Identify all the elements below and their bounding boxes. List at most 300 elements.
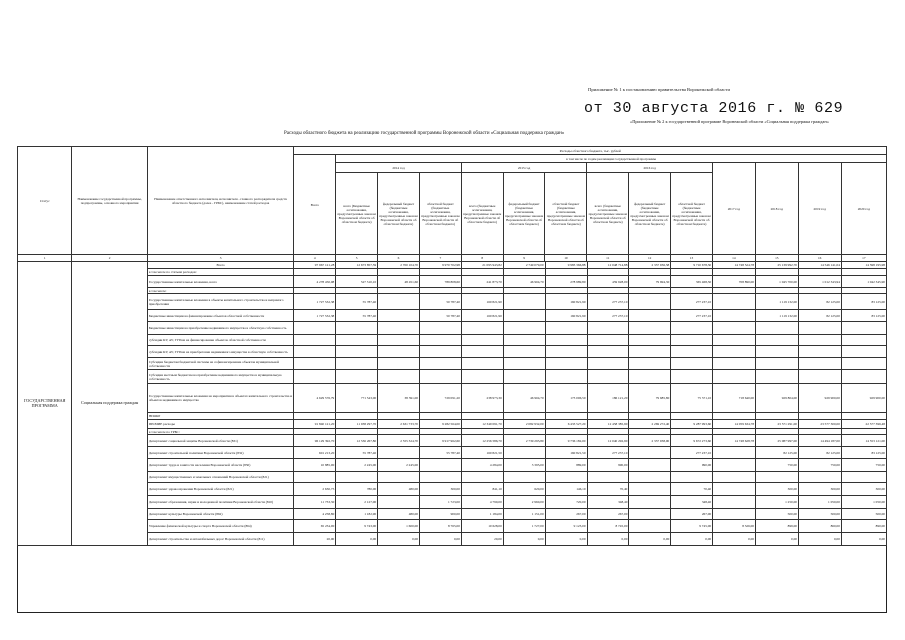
value-cell: 9 743,00 [336,520,378,533]
value-cell: 65 234,00 [294,520,336,533]
value-cell: 4 790,00 [461,496,503,509]
value-cell [378,322,420,335]
value-cell [378,447,420,459]
value-cell [294,472,336,483]
value-cell [713,335,756,346]
value-cell: 990,00 [671,459,713,472]
value-cell [503,413,545,420]
table-row [18,294,887,310]
value-cell: 0,00 [756,533,799,546]
value-cell [629,335,671,346]
value-cell: 601 213,20 [294,447,336,459]
year-2020-header: 2020 год [841,163,886,255]
value-cell: 789 808,60 [420,276,462,288]
value-cell [629,310,671,322]
value-cell: 780,00 [336,483,378,496]
value-cell: 480,00 [378,483,420,496]
value-cell: 277 237,10 [671,447,713,459]
value-cell: 300,00 [798,483,841,496]
value-cell: 889,00 [545,459,587,472]
value-cell [713,413,756,420]
table-row [18,262,887,269]
value-cell: 2 337 938,00 [629,435,671,447]
value-cell: 1 012 343,94 [798,276,841,288]
row-label: Департамент строительства и автомобильных дорог Воронежской области (811) [147,533,294,546]
value-cell [587,335,629,346]
row-label: Бюджетные инвестиции на финансирование объектов областной собственности [147,310,294,322]
value-cell [545,370,587,384]
value-cell: 277 237,10 [671,294,713,310]
value-cell: 348,40 [587,496,629,509]
value-cell: 14 598 195,98 [841,262,886,269]
value-cell [671,472,713,483]
value-cell [420,413,462,420]
value-cell: 0,00 [545,533,587,546]
value-cell: 12 673 857,59 [336,262,378,269]
value-cell [420,269,462,276]
value-cell: 25 139 992,70 [756,262,799,269]
year-2014-header: 2014 год [336,163,462,173]
table-row [18,335,887,346]
value-cell: 96 129 392,70 [294,435,336,447]
col-2014-fed: федеральный бюджет (бюджетные ассигнования, предусмотренные законом Воронежской области об областном бюджете) [378,173,420,255]
value-cell [841,413,886,420]
year-2019-header: 2019 год [798,163,841,255]
value-cell: 2 555 324,70 [378,435,420,447]
value-cell [798,269,841,276]
value-cell: 2 749 079,00 [503,262,545,269]
value-cell: 14 553 121,00 [841,435,886,447]
row-label: НИОКР [147,413,294,420]
value-cell [841,358,886,370]
value-cell [503,346,545,358]
value-cell: 55 787,40 [336,294,378,310]
value-cell: 186 121,20 [587,384,629,413]
value-cell [629,370,671,384]
table-row [18,472,887,483]
value-cell [587,322,629,335]
value-cell: 9 672 273,60 [671,435,713,447]
value-cell: 0,00 [671,533,713,546]
column-number: 2 [72,255,147,262]
value-cell [587,472,629,483]
value-cell [671,269,713,276]
value-cell [503,370,545,384]
data-table [17,261,887,546]
value-cell: 890,00 [841,520,886,533]
value-cell [461,370,503,384]
col-rbs-header: Наименование ответственного исполнителя, исполнителя - главного распорядителя средств областного бюджета (далее - ГРБС), наименование статей расходов [147,147,294,255]
row-label: Департамент строительной политики Воронежской области (832) [147,447,294,459]
table-row [18,520,887,533]
table-row [18,496,887,509]
value-cell: 1 119 132,00 [756,310,799,322]
value-cell [461,358,503,370]
value-cell: 70,40 [671,483,713,496]
value-cell: 79 685,80 [629,384,671,413]
value-cell: 348,40 [671,496,713,509]
value-cell: 1 045 700,00 [756,276,799,288]
value-cell [545,269,587,276]
value-cell: 146,10 [545,483,587,496]
column-number: 3 [147,255,294,262]
value-cell: 14 748 628,78 [713,435,756,447]
value-cell: 55 787,40 [336,310,378,322]
value-cell [378,294,420,310]
value-cell: 160 821,90 [545,310,587,322]
value-cell [713,310,756,322]
value-cell [713,322,756,335]
row-label: Всего [147,262,294,269]
value-cell [503,294,545,310]
value-cell: 708 890,00 [713,276,756,288]
value-cell [713,358,756,370]
value-cell [336,269,378,276]
table-row [18,358,887,370]
table-row [18,346,887,358]
value-cell: 38 391,00 [378,384,420,413]
value-cell [798,335,841,346]
value-cell [756,335,799,346]
value-cell: 25 087 997,00 [756,435,799,447]
value-cell: 1 050,00 [841,496,886,509]
value-cell [671,358,713,370]
row-label: субсидии КУ, АУ, ГУПам на приобретение недвижимого имущества в областную собственность [147,346,294,358]
col-status-header: Статус [18,147,72,255]
value-cell [294,358,336,370]
value-cell: 0,00 [841,533,886,546]
value-cell [461,269,503,276]
value-cell: 929 804,00 [756,384,799,413]
value-cell: 480,00 [378,509,420,520]
value-cell: 0,00 [503,533,545,546]
value-cell: 55 787,40 [336,447,378,459]
value-cell: 500,00 [756,509,799,520]
value-cell: 1 727 532,38 [294,294,336,310]
value-cell [756,269,799,276]
column-number: 8 [461,255,503,262]
value-cell: 10 885,00 [294,459,336,472]
value-cell: 1 727 532,38 [294,310,336,322]
col-2015-all: всего (бюджетные ассигнования, предусмотренные законом Воронежской области об областном бюджете) [461,173,503,255]
value-cell [629,447,671,459]
value-cell: 1 250,00 [756,496,799,509]
value-cell: 750,00 [756,459,799,472]
by-years-caption: в том числе по годам реализации государственной программы [336,155,887,163]
value-cell: 4 629 576,79 [294,384,336,413]
value-cell: 50 787,40 [420,294,462,310]
value-cell [841,335,886,346]
value-cell: 277 237,10 [671,310,713,322]
value-cell [756,472,799,483]
value-cell [420,322,462,335]
value-cell [378,413,420,420]
column-number: 12 [629,255,671,262]
value-cell: 55 787,40 [420,447,462,459]
value-cell [503,335,545,346]
table-row [18,447,887,459]
value-cell: 277 237,10 [587,447,629,459]
row-label: Государственные капитальные вложения в объекты капитального строительства и непрямого приобретения [147,294,294,310]
value-cell: 620,00 [503,483,545,496]
year-2017-header: 2017 год [712,163,755,255]
value-cell [420,346,462,358]
row-label: в том числе по статьям расходов: [147,269,294,276]
value-cell [629,459,671,472]
row-label: в том числе по ГРБС: [147,429,294,435]
value-cell: 500,00 [798,509,841,520]
value-cell: 82 125,00 [798,447,841,459]
value-cell: 718 640,00 [713,384,756,413]
value-cell [378,472,420,483]
value-cell: 1 151,00 [503,509,545,520]
value-cell: 4 284,00 [461,459,503,472]
row-label: Бюджетные инвестиции на приобретение недвижимого имущества в областную собственность [147,322,294,335]
column-number: 5 [336,255,378,262]
value-cell: 4 258,80 [294,509,336,520]
value-cell [629,269,671,276]
value-cell [671,346,713,358]
value-cell [841,269,886,276]
value-cell: 10 628,00 [461,520,503,533]
table-row [18,459,887,472]
value-cell [336,346,378,358]
value-cell: 8 326,00 [713,520,756,533]
value-cell [545,358,587,370]
value-cell: 1 600,00 [378,520,420,533]
value-cell: 277 237,10 [587,310,629,322]
value-cell [294,322,336,335]
value-cell [378,346,420,358]
value-cell [545,335,587,346]
row-label: Государственные капитальные вложения на мероприятия в объектах капитального строительства и объектов недвижимого имущества [147,384,294,413]
value-cell [336,358,378,370]
value-cell: 500,00 [841,509,886,520]
table-row [18,370,887,384]
value-cell: 82 125,00 [798,310,841,322]
document-title: Расходы областного бюджета на реализацию государственной программы Воронежской области «Социальная поддержка граждан» [284,131,565,136]
year-2015-header: 2015 год [461,163,587,173]
value-cell: 23 571 291,00 [756,420,799,429]
table-row [18,276,887,288]
row-label: Государственные капитальные вложения, всего [147,276,294,288]
row-label: в том числе: [147,288,294,294]
value-cell [713,346,756,358]
value-cell: 12 536 267,80 [336,435,378,447]
value-cell: 83 125,00 [841,294,886,310]
date-stamp: от 30 августа 2016 г. № 629 [584,100,844,117]
value-cell: 1 723,00 [420,496,462,509]
value-cell: 12 048 714,88 [587,262,629,269]
value-cell: 4 278 450,08 [294,276,336,288]
value-cell: 0,00 [378,533,420,546]
value-cell: 48 451,60 [378,276,420,288]
value-cell: 365 468,30 [671,276,713,288]
value-cell: 9 287 993,60 [671,420,713,429]
value-cell [503,472,545,483]
value-cell: 12 256 586,70 [461,435,503,447]
value-cell [378,370,420,384]
value-cell: 20,00 [461,533,503,546]
value-cell [336,370,378,384]
value-cell [713,459,756,472]
value-cell: 750,00 [841,459,886,472]
table-row [18,420,887,429]
table-header [17,146,887,262]
value-cell [420,459,462,472]
value-cell: 14 748 524,78 [713,262,756,269]
value-cell: 23 577 300,00 [798,420,841,429]
value-cell [545,472,587,483]
value-cell: 8 745,00 [587,520,629,533]
value-cell: 0,00 [420,533,462,546]
value-cell: 771 543,00 [336,384,378,413]
col-2014-reg: областной бюджет (бюджетные ассигнования, предусмотренные законом Воронежской области об областном бюджете) [419,173,461,255]
value-cell [756,346,799,358]
value-cell [756,322,799,335]
value-cell [294,413,336,420]
value-cell: 20,00 [294,533,336,546]
value-cell: 2 245,00 [378,459,420,472]
value-cell: 527 310,10 [336,276,378,288]
value-cell: 860,00 [798,520,841,533]
value-cell: 929 900,00 [841,384,886,413]
value-cell: 9 710 678,30 [671,262,713,269]
program-appendix-caption: «Приложение № 2 к государственной программе Воронежской области «Социальная поддержка граждан» [630,119,829,124]
value-cell [841,472,886,483]
value-cell: 11 938 297,70 [336,420,378,429]
column-number: 11 [587,255,629,262]
value-cell: 160 821,90 [461,310,503,322]
value-cell: 1 182,90 [336,509,378,520]
row-label: Субсидии бюджетам бюджетной системы на софинансирование объектов муниципальной собственности [147,358,294,370]
value-cell: 9 970 702,98 [420,262,462,269]
row-label: Управление физической культуры и спорта Воронежской области (864) [147,520,294,533]
value-cell: 2 739 293,80 [503,435,545,447]
value-cell: 300,00 [756,483,799,496]
value-cell [671,335,713,346]
value-cell [503,269,545,276]
value-cell [798,322,841,335]
value-cell: 83 125,00 [841,447,886,459]
row-label: Департамент труда и занятости населения Воронежской области (850) [147,459,294,472]
value-cell: 50 787,40 [420,310,462,322]
value-cell: 2 700 104,70 [378,262,420,269]
col-2016-all: всего (бюджетные ассигнования, предусмотренные законом Воронежской области об областном бюджете) [587,173,629,255]
value-cell: 6 433 527,20 [545,420,587,429]
column-number: 6 [378,255,420,262]
value-cell: 3 395,00 [503,459,545,472]
value-cell [671,322,713,335]
value-cell: 8 765,00 [420,520,462,533]
value-cell: 1 119 132,00 [756,294,799,310]
table-row [18,384,887,413]
value-cell: 12 349 091,70 [461,420,503,429]
value-cell [629,520,671,533]
row-label: Департамент культуры Воронежской области (862) [147,509,294,520]
value-cell: 0,00 [629,533,671,546]
program-cell: Социальная поддержка граждан [72,262,147,546]
column-number: 9 [503,255,545,262]
value-cell [713,496,756,509]
value-cell: 75 571,10 [671,384,713,413]
column-number: 1 [18,255,72,262]
column-number: 13 [671,255,713,262]
column-number: 14 [712,255,755,262]
value-cell: 1 184,00 [461,509,503,520]
value-cell [587,413,629,420]
status-cell: ГОСУДАРСТВЕННАЯ ПРОГРАММА [18,262,72,546]
value-cell [420,358,462,370]
value-cell [336,413,378,420]
value-cell [503,322,545,335]
value-cell: 9 917 962,60 [420,435,462,447]
value-cell: 14 494 187,00 [798,435,841,447]
value-cell [461,322,503,335]
value-cell: 82 125,00 [798,294,841,310]
value-cell [294,346,336,358]
value-cell: 1 050,00 [798,496,841,509]
value-cell [841,346,886,358]
value-cell: 14 546 141,04 [798,262,841,269]
value-cell: 2 631 733,70 [378,420,420,429]
column-number: 7 [419,255,461,262]
value-cell: 0,00 [587,533,629,546]
value-cell: 2 127,00 [336,496,378,509]
value-cell: 720,00 [545,496,587,509]
value-cell: 2 082 932,00 [503,420,545,429]
value-cell: 2 269 272,40 [629,420,671,429]
value-cell: 0,00 [798,533,841,546]
value-cell [798,370,841,384]
value-cell [378,310,420,322]
value-cell [461,335,503,346]
table-row [18,413,887,420]
value-cell [756,370,799,384]
value-cell [545,346,587,358]
value-cell [798,358,841,370]
value-cell [461,346,503,358]
value-cell: 12 040 292,90 [587,435,629,447]
value-cell [629,509,671,520]
value-cell: 900,00 [420,509,462,520]
value-cell [756,413,799,420]
value-cell [336,335,378,346]
value-cell: 160 821,90 [545,294,587,310]
value-cell: 91 840 121,20 [294,420,336,429]
column-number: 4 [294,255,336,262]
year-2016-header: 2016 год [587,163,713,173]
value-cell [798,472,841,483]
value-cell: 9 123,00 [545,520,587,533]
value-cell [713,447,756,459]
value-cell: 160 821,50 [545,447,587,459]
value-cell [420,335,462,346]
value-cell [587,358,629,370]
value-cell: 0,00 [336,533,378,546]
value-cell: 300,00 [420,483,462,496]
value-cell: 9 983 366,88 [545,262,587,269]
col-2015-reg: областной бюджет (бюджетные ассигнования, предусмотренные законом Воронежской области об областном бюджете) [545,173,587,255]
value-cell [629,322,671,335]
value-cell: 14 059 634,78 [713,420,756,429]
value-cell [629,358,671,370]
row-label: ПРОЧИЕ расходы [147,420,294,429]
value-cell [545,413,587,420]
column-number: 10 [545,255,587,262]
value-cell [756,358,799,370]
value-cell [378,358,420,370]
